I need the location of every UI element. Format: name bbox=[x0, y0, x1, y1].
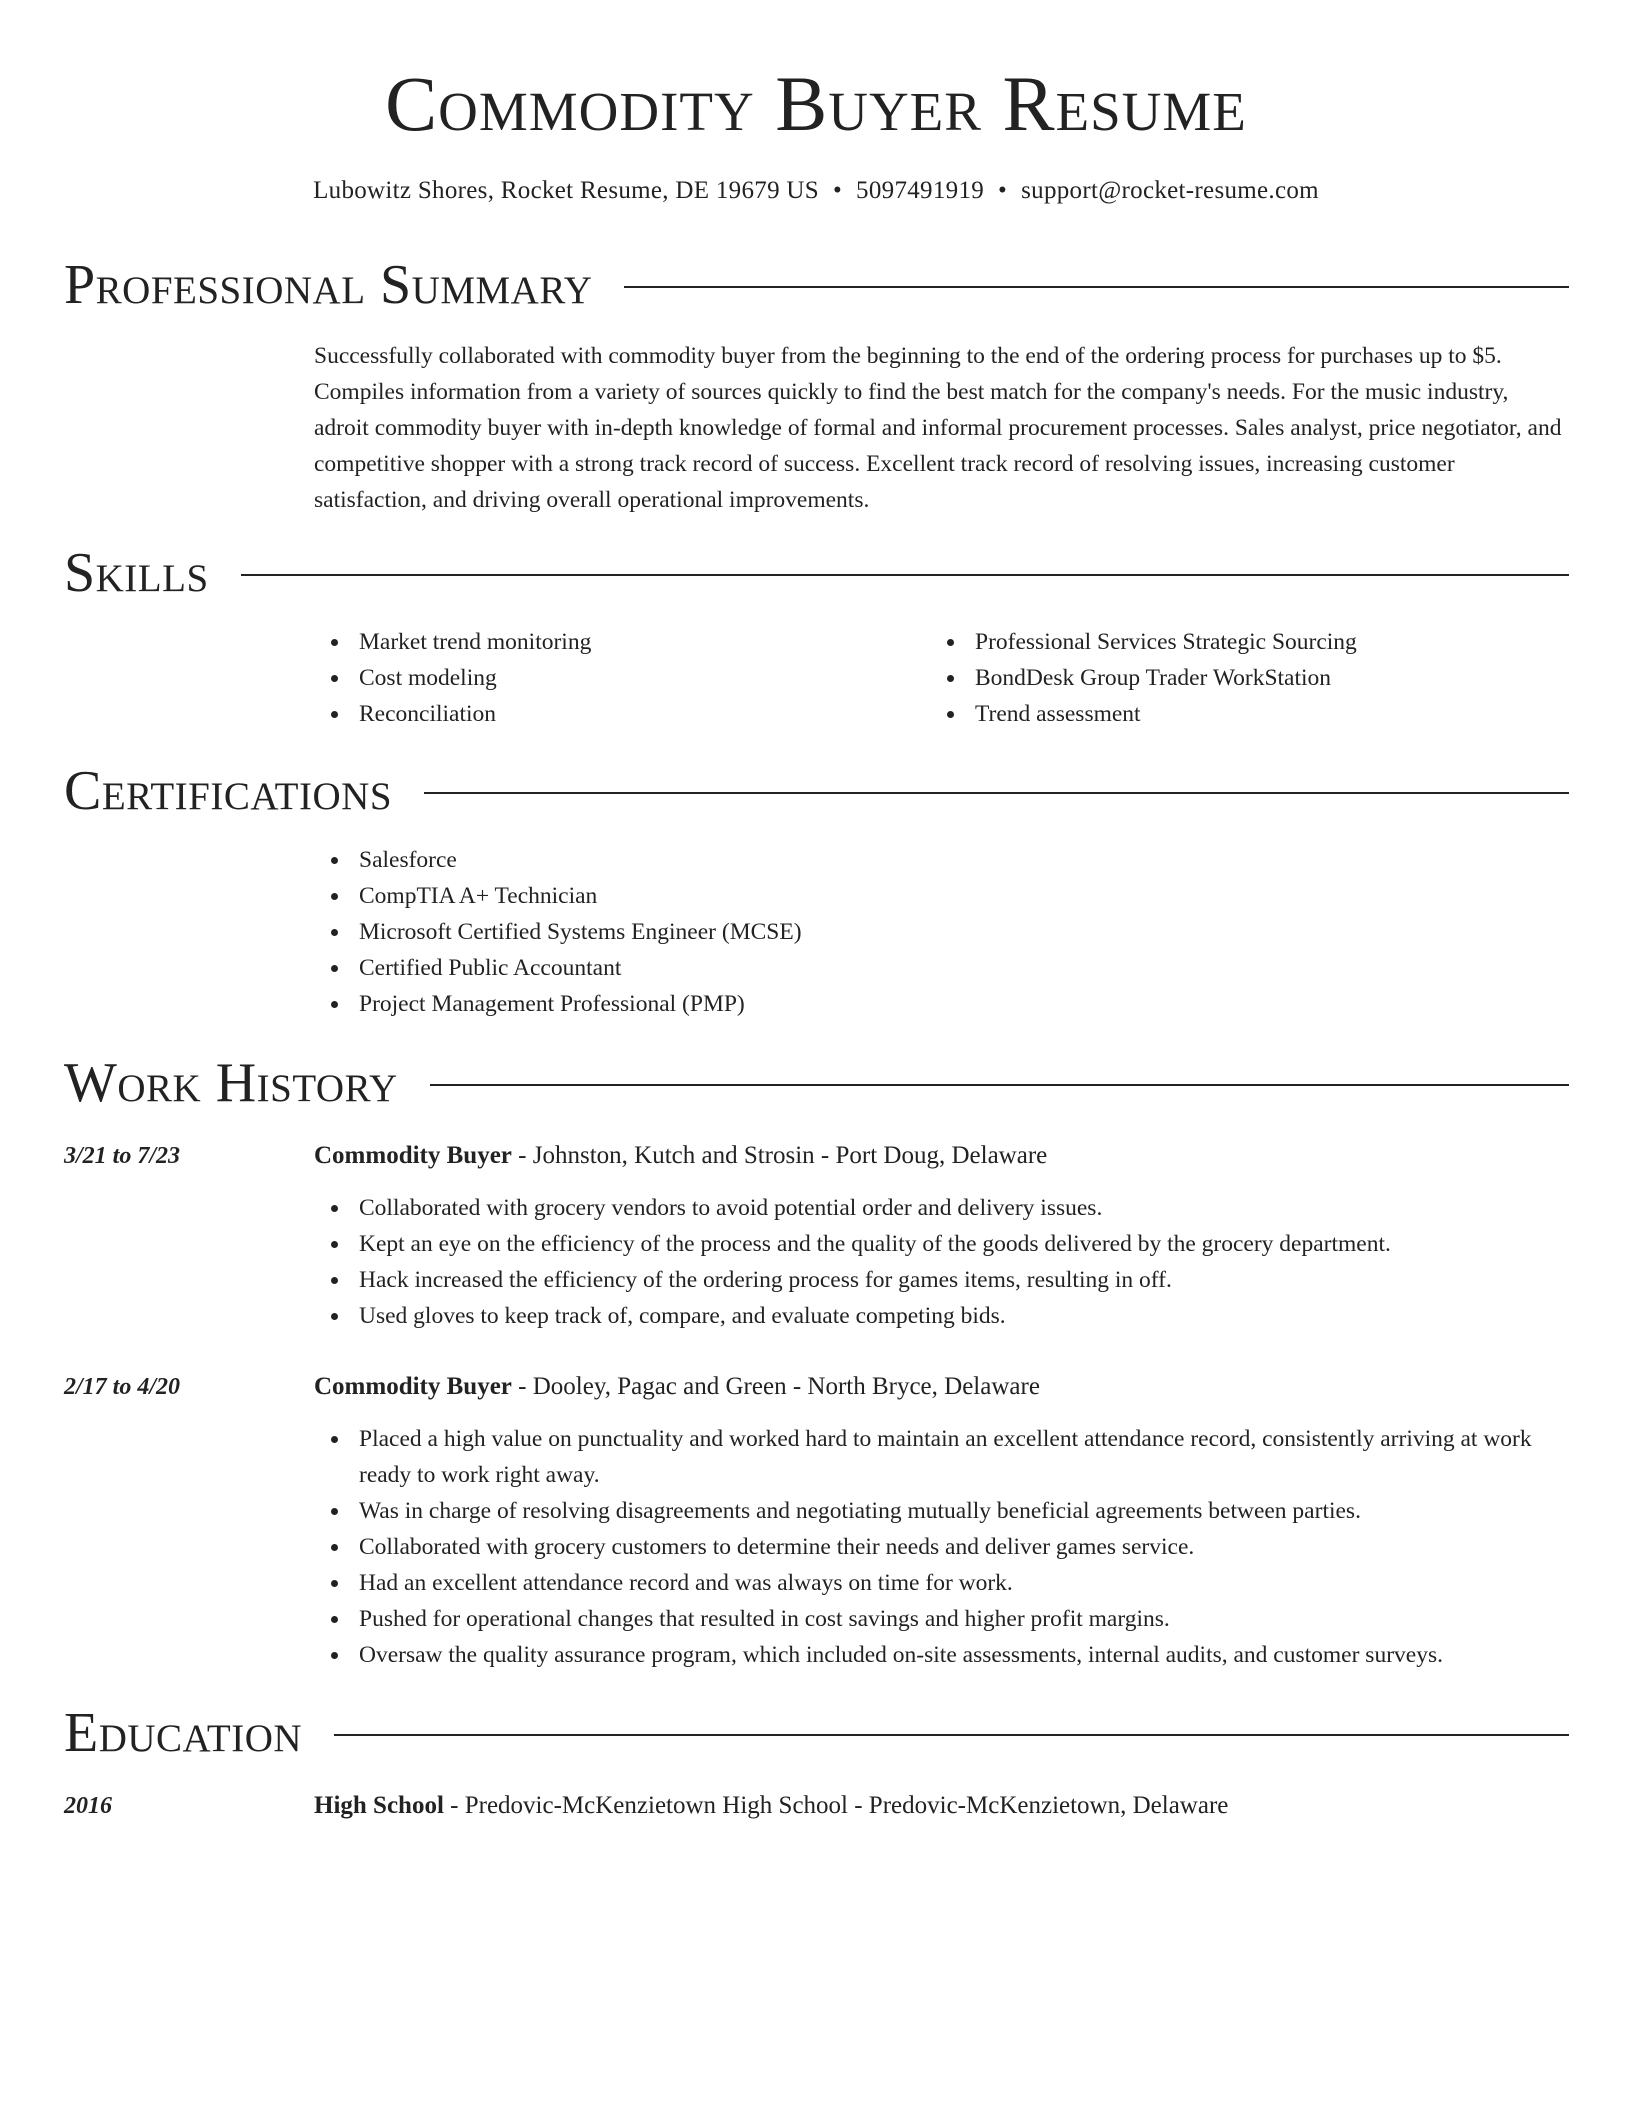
certification-item: Microsoft Certified Systems Engineer (MCSE) bbox=[314, 914, 1569, 950]
section-divider bbox=[424, 792, 1569, 794]
job-title: Commodity Buyer bbox=[314, 1373, 512, 1400]
section-title-skills: Skills bbox=[64, 542, 209, 604]
skills-list-right bbox=[930, 624, 1570, 732]
section-title-education: Education bbox=[64, 1702, 303, 1764]
job-dates: 3/21 to 7/23 bbox=[64, 1143, 181, 1169]
skill-item: Professional Services Strategic Sourcing bbox=[930, 624, 1570, 660]
section-header-certifications bbox=[64, 756, 1569, 826]
job-bullet: Was in charge of resolving disagreements and negotiating mutually beneficial agreements between parties. bbox=[314, 1493, 1569, 1529]
job-bullets bbox=[314, 1421, 1569, 1673]
job-bullet: Kept an eye on the efficiency of the process and the quality of the goods delivered by the grocery department. bbox=[314, 1226, 1569, 1262]
certification-item: CompTIA A+ Technician bbox=[314, 878, 1569, 914]
job-employer-location: - Johnston, Kutch and Strosin - Port Doug, Delaware bbox=[511, 1142, 1048, 1169]
section-header-summary bbox=[64, 250, 1569, 320]
section-divider bbox=[624, 286, 1569, 288]
section-title-certifications: Certifications bbox=[64, 760, 393, 822]
job-dates: 2/17 to 4/20 bbox=[64, 1374, 181, 1400]
section-title-summary: Professional Summary bbox=[64, 254, 593, 316]
job-bullets-block bbox=[314, 1421, 1569, 1673]
skills-column-left bbox=[314, 624, 914, 732]
skill-item: Cost modeling bbox=[314, 660, 914, 696]
section-divider bbox=[241, 574, 1569, 576]
job-bullet: Placed a high value on punctuality and worked hard to maintain an excellent attendance record, consistently arriving at work ready to work right away. bbox=[314, 1421, 1569, 1493]
skill-item: Market trend monitoring bbox=[314, 624, 914, 660]
resume-title: Commodity Buyer Resume bbox=[385, 60, 1247, 147]
education-degree: High School bbox=[314, 1792, 444, 1819]
job-heading bbox=[314, 1369, 1569, 1405]
job-heading bbox=[314, 1138, 1569, 1174]
job-bullet: Oversaw the quality assurance program, which included on-site assessments, internal audits, and customer surveys. bbox=[314, 1637, 1569, 1673]
job-employer-location: - Dooley, Pagac and Green - North Bryce, Delaware bbox=[511, 1373, 1040, 1400]
contact-separator: • bbox=[998, 177, 1008, 204]
skills-column-right bbox=[930, 624, 1570, 732]
contact-email: support@rocket-resume.com bbox=[1021, 177, 1319, 204]
job-bullet: Pushed for operational changes that resulted in cost savings and higher profit margins. bbox=[314, 1601, 1569, 1637]
certifications-block bbox=[314, 842, 1569, 1022]
education-year: 2016 bbox=[64, 1793, 112, 1819]
contact-address: Lubowitz Shores, Rocket Resume, DE 19679 US bbox=[313, 177, 819, 204]
skill-item: Trend assessment bbox=[930, 696, 1570, 732]
section-header-work-history bbox=[64, 1048, 1569, 1118]
certifications-list bbox=[314, 842, 1569, 1022]
certification-item: Certified Public Accountant bbox=[314, 950, 1569, 986]
job-bullet: Collaborated with grocery customers to determine their needs and deliver games service. bbox=[314, 1529, 1569, 1565]
section-title-work-history: Work History bbox=[64, 1052, 398, 1114]
contact-line bbox=[0, 174, 1632, 208]
job-title: Commodity Buyer bbox=[314, 1142, 512, 1169]
skill-item: BondDesk Group Trader WorkStation bbox=[930, 660, 1570, 696]
section-divider bbox=[334, 1734, 1569, 1736]
job-bullet: Collaborated with grocery vendors to avoid potential order and delivery issues. bbox=[314, 1190, 1569, 1226]
contact-phone: 5097491919 bbox=[856, 177, 985, 204]
section-header-skills bbox=[64, 538, 1569, 608]
section-divider bbox=[430, 1084, 1569, 1086]
summary-text: Successfully collaborated with commodity buyer from the beginning to the end of the ordering process for purchases up to $5. Compiles information from a variety of sources quickly to find the best match for the company's needs. For the music industry, adroit commodity buyer with in-depth knowledge of formal and informal procurement processes. Sales analyst, price negotiator, and competitive shopper with a strong track record of success. Excellent track record of resolving issues, increasing customer satisfaction, and driving overall operational improvements. bbox=[314, 343, 1562, 513]
job-bullet: Hack increased the efficiency of the ordering process for games items, resulting in off. bbox=[314, 1262, 1569, 1298]
certification-item: Salesforce bbox=[314, 842, 1569, 878]
skill-item: Reconciliation bbox=[314, 696, 914, 732]
education-school-location: - Predovic-McKenzietown High School - Predovic-McKenzietown, Delaware bbox=[443, 1792, 1229, 1819]
job-bullets-block bbox=[314, 1190, 1569, 1334]
certification-item: Project Management Professional (PMP) bbox=[314, 986, 1569, 1022]
skills-list-left bbox=[314, 624, 914, 732]
section-header-education bbox=[64, 1698, 1569, 1768]
contact-separator: • bbox=[832, 177, 843, 204]
education-heading bbox=[314, 1788, 1569, 1824]
job-bullet: Used gloves to keep track of, compare, and evaluate competing bids. bbox=[314, 1298, 1569, 1334]
job-bullet: Had an excellent attendance record and was always on time for work. bbox=[314, 1565, 1569, 1601]
job-bullets bbox=[314, 1190, 1569, 1334]
